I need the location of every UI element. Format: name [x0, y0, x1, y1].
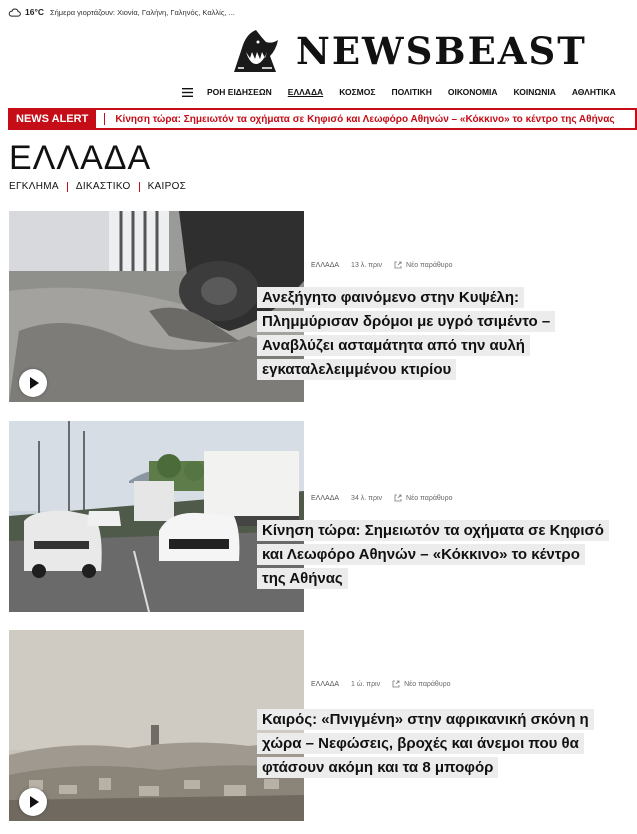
article-time: 13 λ. πριν [351, 261, 383, 269]
nav-item-oikonomia[interactable]: ΟΙΚΟΝΟΜΙΑ [447, 87, 498, 97]
temperature: 16°C [25, 7, 44, 17]
article-time: 34 λ. πριν [351, 494, 383, 502]
name-days[interactable]: Σήμερα γιορτάζουν: Χιονία, Γαλήνη, Γαληνός, Καλλίς, ... [50, 7, 235, 17]
article-card [9, 421, 629, 621]
video-play-button[interactable] [19, 788, 47, 816]
hamburger-menu-icon[interactable] [182, 88, 193, 97]
subcategory-kairos[interactable]: ΚΑΙΡΟΣ [147, 181, 187, 192]
subcategory-nav [9, 181, 186, 192]
external-link-icon [394, 494, 402, 502]
article-time: 1 ώ. πριν [351, 680, 381, 688]
article-headline-text[interactable]: Κίνηση τώρα: Σημειωτόν τα οχήματα σε Κηφισό και Λεωφόρο Αθηνών – «Κόκκινο» το κέντρο της Αθήνας [257, 520, 609, 589]
divider [139, 182, 140, 192]
page-title: ΕΛΛΑΔΑ [9, 139, 152, 177]
news-alert-bar[interactable] [8, 108, 637, 130]
article-card [9, 630, 629, 830]
article-headline[interactable] [257, 708, 607, 780]
article-headline-text[interactable]: Καιρός: «Πνιγμένη» στην αφρικανική σκόνη η χώρα – Νεφώσεις, βροχές και άνεμοι που θα φτάσουν ακόμη και τα 8 μποφόρ [257, 709, 594, 778]
cloud-icon [8, 8, 21, 17]
open-new-window-link[interactable]: Νέο παράθυρο [406, 494, 453, 502]
news-alert-text[interactable]: Κίνηση τώρα: Σημειωτόν τα οχήματα σε Κηφισό και Λεωφόρο Αθηνών – «Κόκκινο» το κέντρο της Αθήνας [115, 113, 615, 125]
video-play-button[interactable] [19, 369, 47, 397]
nav-item-ellada[interactable]: ΕΛΛΑΔΑ [287, 87, 324, 97]
open-new-window-link[interactable]: Νέο παράθυρο [404, 680, 451, 688]
weather-bar [8, 4, 235, 20]
open-new-window-link[interactable]: Νέο παράθυρο [406, 261, 453, 269]
article-headline[interactable] [257, 286, 607, 382]
article-headline[interactable] [257, 519, 607, 591]
nav-item-koinonia[interactable]: ΚΟΙΝΩΝΙΑ [513, 87, 556, 97]
article-category[interactable]: ΕΛΛΑΔΑ [311, 261, 340, 269]
article-meta [311, 261, 452, 269]
article-meta [311, 494, 452, 502]
nav-item-politiki[interactable]: ΠΟΛΙΤΙΚΗ [391, 87, 432, 97]
article-category[interactable]: ΕΛΛΑΔΑ [311, 494, 340, 502]
divider [67, 182, 68, 192]
site-logo[interactable] [232, 28, 587, 74]
play-icon [30, 377, 39, 389]
news-alert-label: NEWS ALERT [10, 110, 96, 128]
subcategory-dikastiko[interactable]: ΔΙΚΑΣΤΙΚΟ [75, 181, 131, 192]
nav-item-athlitika[interactable]: ΑΘΛΗΤΙΚΑ [571, 87, 616, 97]
external-link-icon [394, 261, 402, 269]
article-category[interactable]: ΕΛΛΑΔΑ [311, 680, 340, 688]
logo-wordmark: NEWSBEAST [296, 28, 587, 73]
news-alert-divider [104, 113, 105, 125]
article-meta [311, 680, 451, 688]
article-card [9, 211, 629, 411]
external-link-icon [392, 680, 400, 688]
nav-item-roi-eidiseon[interactable]: ΡΟΗ ΕΙΔΗΣΕΩΝ [207, 87, 272, 97]
nav-item-kosmos[interactable]: ΚΟΣΜΟΣ [339, 87, 376, 97]
play-icon [30, 796, 39, 808]
subcategory-egklima[interactable]: ΕΓΚΛΗΜΑ [9, 181, 59, 192]
article-headline-text[interactable]: Ανεξήγητο φαινόμενο στην Κυψέλη: Πλημμύρισαν δρόμοι με υγρό τσιμέντο – Αναβλύζει ασταμάτητα από την αυλή εγκαταλελειμμένου κτιρίου [257, 287, 555, 380]
main-nav [182, 85, 632, 99]
shark-logo-icon [232, 28, 280, 74]
